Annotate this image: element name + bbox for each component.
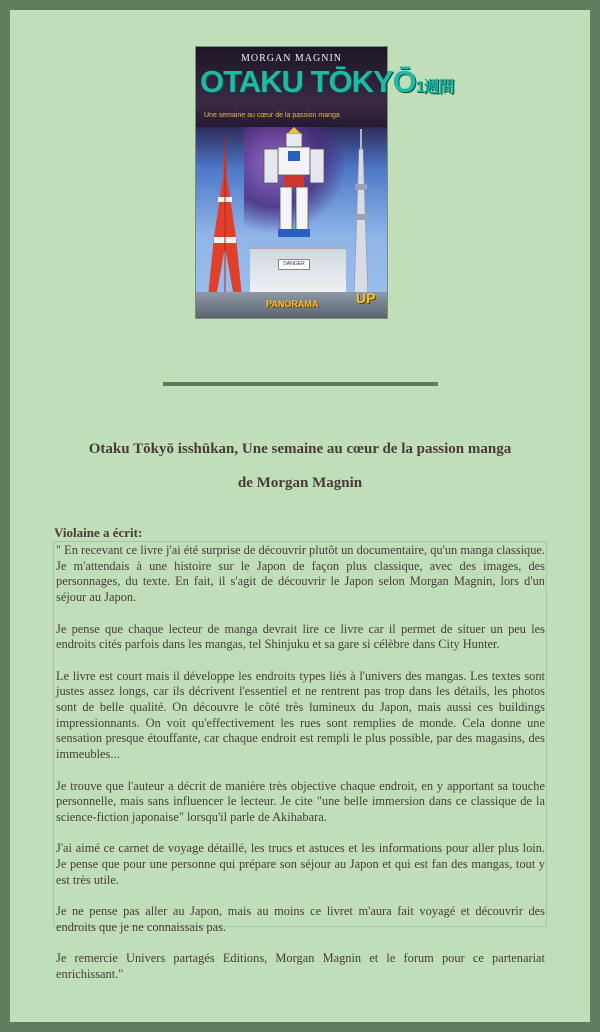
tokyo-tower-illustration [208,137,242,297]
review-paragraph: Je trouve que l'auteur a décrit de manière très objective chaque endroit, en y apportant sa touche personnelle, mais sans influencer le lecteur. Je cite "une belle immersion dans ce classique de la science-fiction japonaise" lorsqu'il parle de Akihabara. [56,778,545,824]
cover-author: MORGAN MAGNIN [240,53,343,64]
cover-subtitle: Une semaine au cœur de la passion manga [204,112,340,119]
cover-title-latin: OTAKU TŌKYŌ [200,64,416,99]
section-divider [163,382,438,386]
book-cover-image [196,47,454,318]
cover-sign: DANGER [278,259,310,270]
review-paragraph: Je pense que chaque lecteur de manga devrait lire ce livre car il permet de situer un peu les endroits cités parfois dans les mangas, tel Shinjuku et sa gare si célèbre dans City Hunter. [56,621,545,652]
review-paragraph: Le livre est court mais il développe les endroits types liés à l'univers des mangas. Les textes sont justes assez longs, car ils décrivent l'essentiel et ne rentrent pas trop dans les détails, les photos sont de belle qualité. On découvre le côté très lumineux du Japon, mais aussi ces buildings impressionnants. On voit qu'effectivement les rues sont remplies de monde. Cela donne une sensation presque étouffante, car chaque endroit est rempli le plus possible, par des magasins, des immeubles... [56,668,545,762]
book-author: de Morgan Magnin [237,475,363,491]
skytree-illustration [348,129,374,299]
review-paragraph: " En recevant ce livre j'ai été surprise de découvrir plutôt un documentaire, qu'un manga classique. Je m'attendais à une histoire sur le Japon de façon plus classique, avec des images, des personnages, du texte. En fait, il s'agit de découvrir le Japon selon Morgan Magnin, lors d'un séjour au Japon. [56,543,545,605]
review-paragraph: Je ne pense pas aller au Japon, mais au moins ce livret m'aura fait voyagé et découvrir des endroits que je ne connaissais pas. [56,904,545,934]
robot-illustration [258,129,330,239]
cover-title [200,64,454,106]
cover-title-kanji: 1週間 [415,79,454,96]
corner-logo: UP [356,290,376,306]
review-paragraph: J'ai aimé ce carnet de voyage détaillé, les trucs et astuces et les informations pour aller plus loin. Je pense que pour une personne qui prépare son séjour au Japon et qui est fan des mangas, tout y est très utile. [56,841,545,887]
review-quote-box [53,541,547,981]
cover-building [250,247,346,297]
review-paragraph: Je remercie Univers partagés Editions, Morgan Magnin et le forum pour ce partenariat enrichissant." [56,951,545,981]
reviewer-label: Violaine a écrit: [54,525,143,540]
publisher-logo: PANORAMA [266,299,319,309]
book-title: Otaku Tōkyō isshūkan, Une semaine au cœur de la passion manga [88,441,512,457]
